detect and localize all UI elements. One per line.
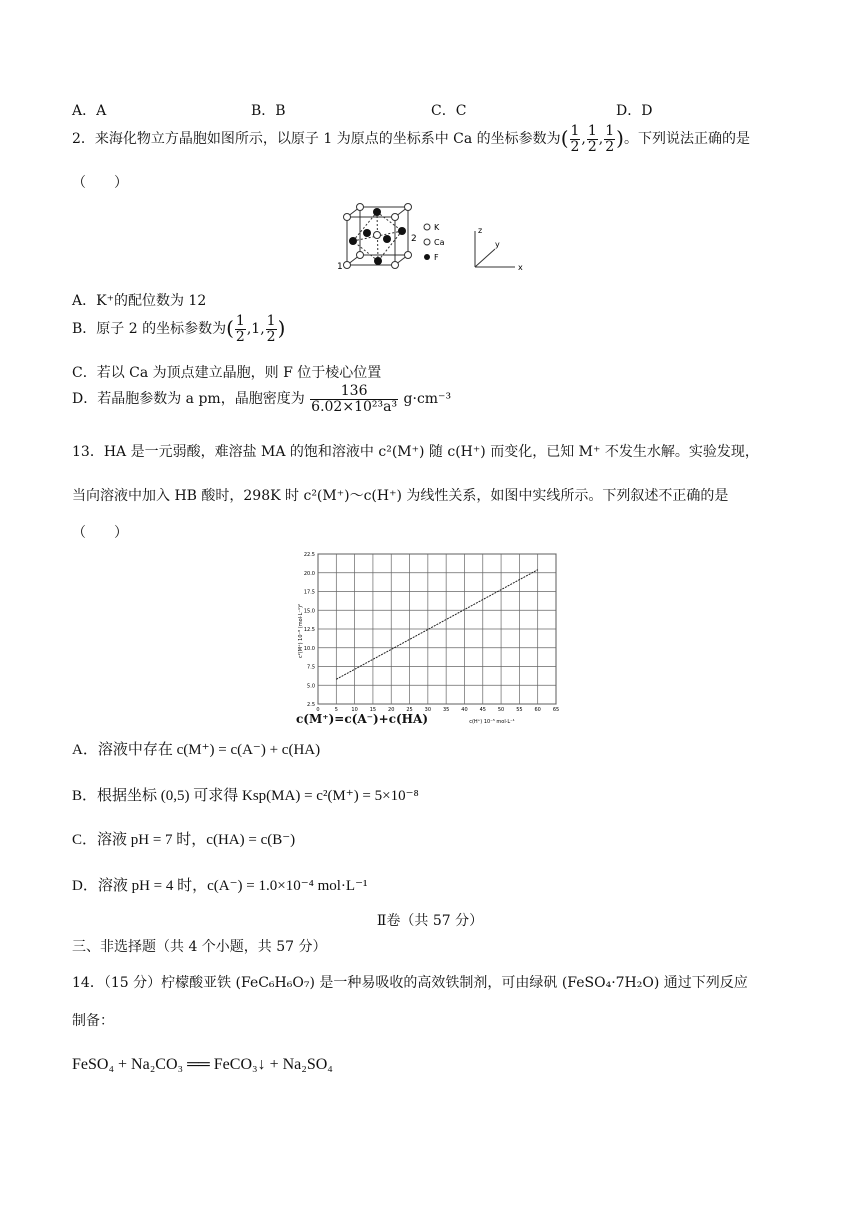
chart-y-tick-label: 2.5 [307,702,315,708]
chart-x-tick-label: 20 [388,707,395,713]
q13-stem-line1: 13．HA 是一元弱酸，难溶盐 MA 的饱和溶液中 c²(M⁺) 随 c(H⁺) 而变化，已知 M⁺ 不发生水解。实验发现， [72,444,759,460]
q13-option-b: B．根据坐标 (0,5) 可求得 Ksp(MA) = c²(M⁺) = 5×10⁻⁸ [72,788,419,804]
q2-option-c: C．若以 Ca 为顶点建立晶胞，则 F 位于棱心位置 [72,365,382,381]
chart-x-tick-label: 30 [424,707,432,713]
q1-option-c: C．C [431,103,467,119]
chart-x-tick-label: 60 [534,707,541,713]
chart-y-tick-label: 22.5 [303,552,315,558]
q2-option-d [72,384,451,414]
q2-paren: （ ） [72,175,128,191]
chart-y-tick-label: 10.0 [303,645,315,652]
legend-f: F [434,253,439,262]
chart-x-tick-label: 35 [442,707,450,713]
section-title: Ⅱ卷（共 57 分） [376,913,484,929]
axis-z-label: z [478,226,483,235]
q13-option-c: C．溶液 pH = 7 时，c(HA) = c(B⁻) [72,832,296,848]
q2-stem-pre: 2．来海化物立方晶胞如图所示，以原子 1 为原点的坐标系中 Ca 的坐标参数为 [72,131,561,148]
chart-x-tick-label: 40 [461,707,468,713]
q2-stem: 2．来海化物立方晶胞如图所示，以原子 1 为原点的坐标系中 Ca 的坐标参数为( $\frac{1}{2}$ , $\frac{1}{2}$ , $\frac{1}{2}$ )。下列说法正确的是 [72,123,750,155]
density-unit: g·cm⁻³ [403,391,452,408]
q2-option-b: B．原子 2 的坐标参数为( $\frac{1}{2}$ ,1, $\frac{1}{2}$ ) [72,313,286,345]
q14-equation: FeSO₄ + Na₂CO₃ ══ FeCO₃↓ + Na₂SO₄ [72,1056,333,1073]
chart-x-tick-label: 55 [516,707,523,713]
axis-x-label: x [518,263,523,272]
q2-option-d-text: D．若晶胞参数为 a pm，晶胞密度为 [72,391,305,408]
q13-stem-line2: 当向溶液中加入 HB 酸时，298K 时 c²(M⁺)～c(H⁺) 为线性关系，如图中实线所示。下列叙述不正确的是 [72,488,729,504]
density-denominator: 6.02×10²³a³ [311,398,398,415]
legend-k: K [434,223,440,232]
q2-option-a: A．K⁺的配位数为 12 [72,293,207,309]
q1-option-a: A．A [72,103,107,119]
chart-x-tick-label: 10 [351,707,358,713]
q13-option-a: A．溶液中存在 c(M⁺) = c(A⁻) + c(HA) [72,742,321,758]
chart-x-tick-label: 25 [406,707,413,713]
q14-line1: 14．（15 分）柠檬酸亚铁 (FeC₆H₆O₇) 是一种易吸收的高效铁制剂，可由绿矾 (FeSO₄·7H₂O) 通过下列反应 [72,975,748,991]
legend-ca: Ca [434,238,445,247]
atom-label-1: 1 [337,262,343,272]
q2-option-b-text: B．原子 2 的坐标参数为 [72,321,227,338]
atom-label-2: 2 [411,234,417,244]
chart-x-tick-label: 65 [552,707,560,713]
chart-y-tick-label: 17.5 [303,589,315,596]
chart-x-tick-label: 5 [334,707,338,713]
crystal-cell-figure [335,197,530,275]
q13-chart [296,546,568,724]
q1-option-b: B．B [251,103,286,119]
chart-x-tick-label: 15 [369,707,377,713]
chart-y-tick-label: 20.0 [303,570,315,577]
chart-y-tick-label: 5.0 [307,683,315,690]
q13-figure-caption: c(M⁺)=c(A⁻)+c(HA) [296,712,429,726]
part3-heading: 三、非选择题（共 4 个小题，共 57 分） [72,939,327,955]
axis-y-label: y [495,240,500,249]
chart-x-label: c(H⁺) 10⁻⁵ mol·L⁻¹ [469,719,515,724]
chart-x-tick-label: 0 [316,707,320,713]
density-numerator: 136 [310,384,398,400]
chart-y-tick-label: 12.5 [303,627,315,633]
q2-stem-post: 。下列说法正确的是 [623,131,750,148]
q13-paren: （ ） [72,525,128,541]
q1-option-d: D．D [616,103,653,119]
chart-series-line [336,570,537,680]
q13-option-d: D．溶液 pH = 4 时，c(A⁻) = 1.0×10⁻⁴ mol·L⁻¹ [72,878,368,894]
chart-x-tick-label: 45 [479,707,486,713]
chart-x-tick-label: 50 [497,707,505,713]
chart-y-tick-label: 15.0 [303,608,315,615]
chart-y-label: c²(M⁺) 10⁻⁸ (mol·L⁻¹)² [298,603,304,659]
q14-line2: 制备： [72,1013,114,1029]
chart-y-tick-label: 7.5 [307,664,315,671]
